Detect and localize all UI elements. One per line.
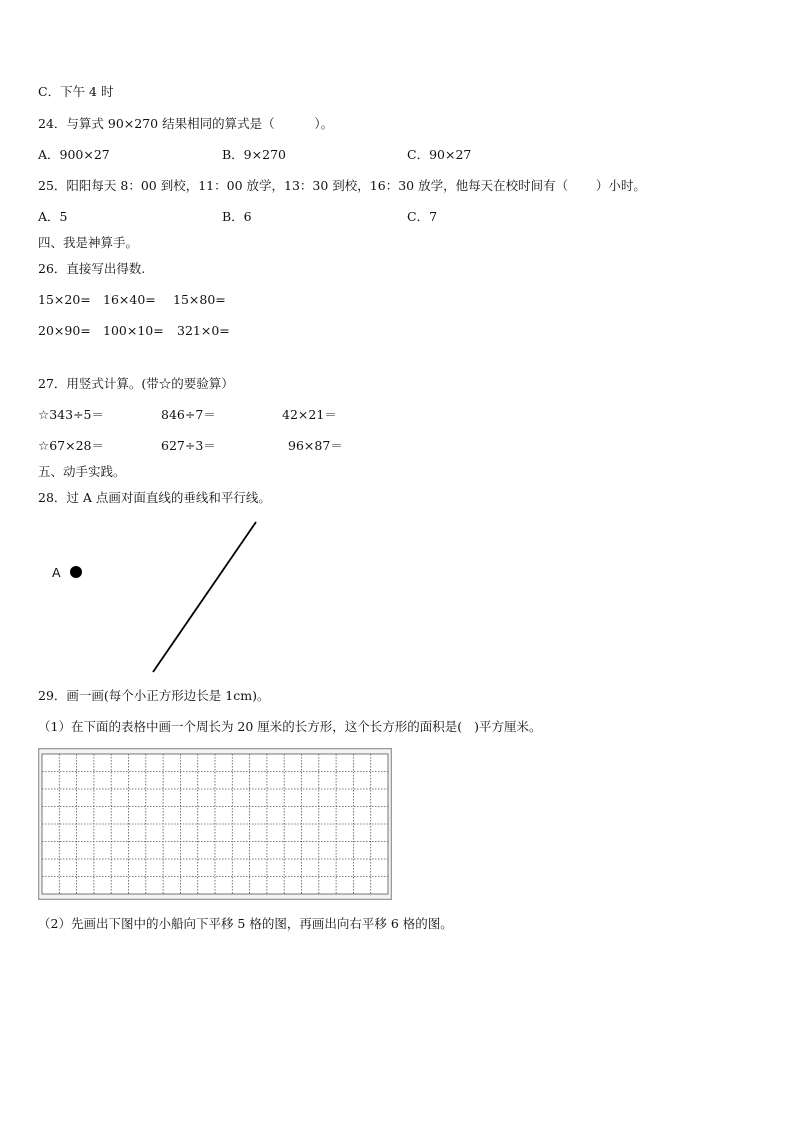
q29-part2: （2）先画出下图中的小船向下平移 5 格的图，再画出向右平移 6 格的图。 xyxy=(38,916,453,931)
q27-r2-c2: 627÷3＝ xyxy=(161,438,216,453)
q27-r1-c1: ☆343÷5＝ xyxy=(38,407,104,422)
q24-option-c: C．90×27 xyxy=(407,147,472,162)
q24-option-b: B．9×270 xyxy=(222,147,286,162)
q29-part1: （1）在下面的表格中画一个周长为 20 厘米的长方形，这个长方形的面积是( )平方厘米。 xyxy=(38,719,542,734)
q26-r2-c3: 321×0= xyxy=(177,323,230,338)
q25-option-c: C．7 xyxy=(407,209,438,224)
point-a-label: A xyxy=(52,565,61,580)
q28-figure xyxy=(60,516,270,676)
q25-stem: 25．阳阳每天 8：00 到校，11：00 放学，13：30 到校，16：30 放学，他每天在校时间有（ ）小时。 xyxy=(38,178,646,193)
q27-r2-c1: ☆67×28＝ xyxy=(38,438,104,453)
q26-r1-c1: 15×20= xyxy=(38,292,91,307)
point-a-dot xyxy=(70,566,82,578)
q26-r1-c3: 15×80= xyxy=(173,292,226,307)
q26-r2-c2: 100×10= xyxy=(103,323,164,338)
q25-option-b: B．6 xyxy=(222,209,252,224)
q27-stem: 27．用竖式计算。(带☆的要验算） xyxy=(38,376,234,391)
q28-stem: 28．过 A 点画对面直线的垂线和平行线。 xyxy=(38,490,271,505)
q24-stem: 24．与算式 90×270 结果相同的算式是（ ）。 xyxy=(38,116,334,131)
section5-title: 五、动手实践。 xyxy=(38,464,126,479)
q24-option-a: A．900×27 xyxy=(38,147,110,162)
square-grid[interactable] xyxy=(38,748,392,900)
slanted-line xyxy=(153,522,256,672)
q27-r1-c2: 846÷7＝ xyxy=(161,407,216,422)
q27-r2-c3: 96×87＝ xyxy=(288,438,343,453)
section4-title: 四、我是神算手。 xyxy=(38,235,139,250)
q29-stem: 29．画一画(每个小正方形边长是 1cm)。 xyxy=(38,688,270,703)
q26-r1-c2: 16×40= xyxy=(103,292,156,307)
q26-stem: 26．直接写出得数. xyxy=(38,261,146,276)
q27-r1-c3: 42×21＝ xyxy=(282,407,337,422)
q26-r2-c1: 20×90= xyxy=(38,323,91,338)
q23-option-c: C．下午 4 时 xyxy=(38,84,114,99)
q25-option-a: A．5 xyxy=(38,209,68,224)
